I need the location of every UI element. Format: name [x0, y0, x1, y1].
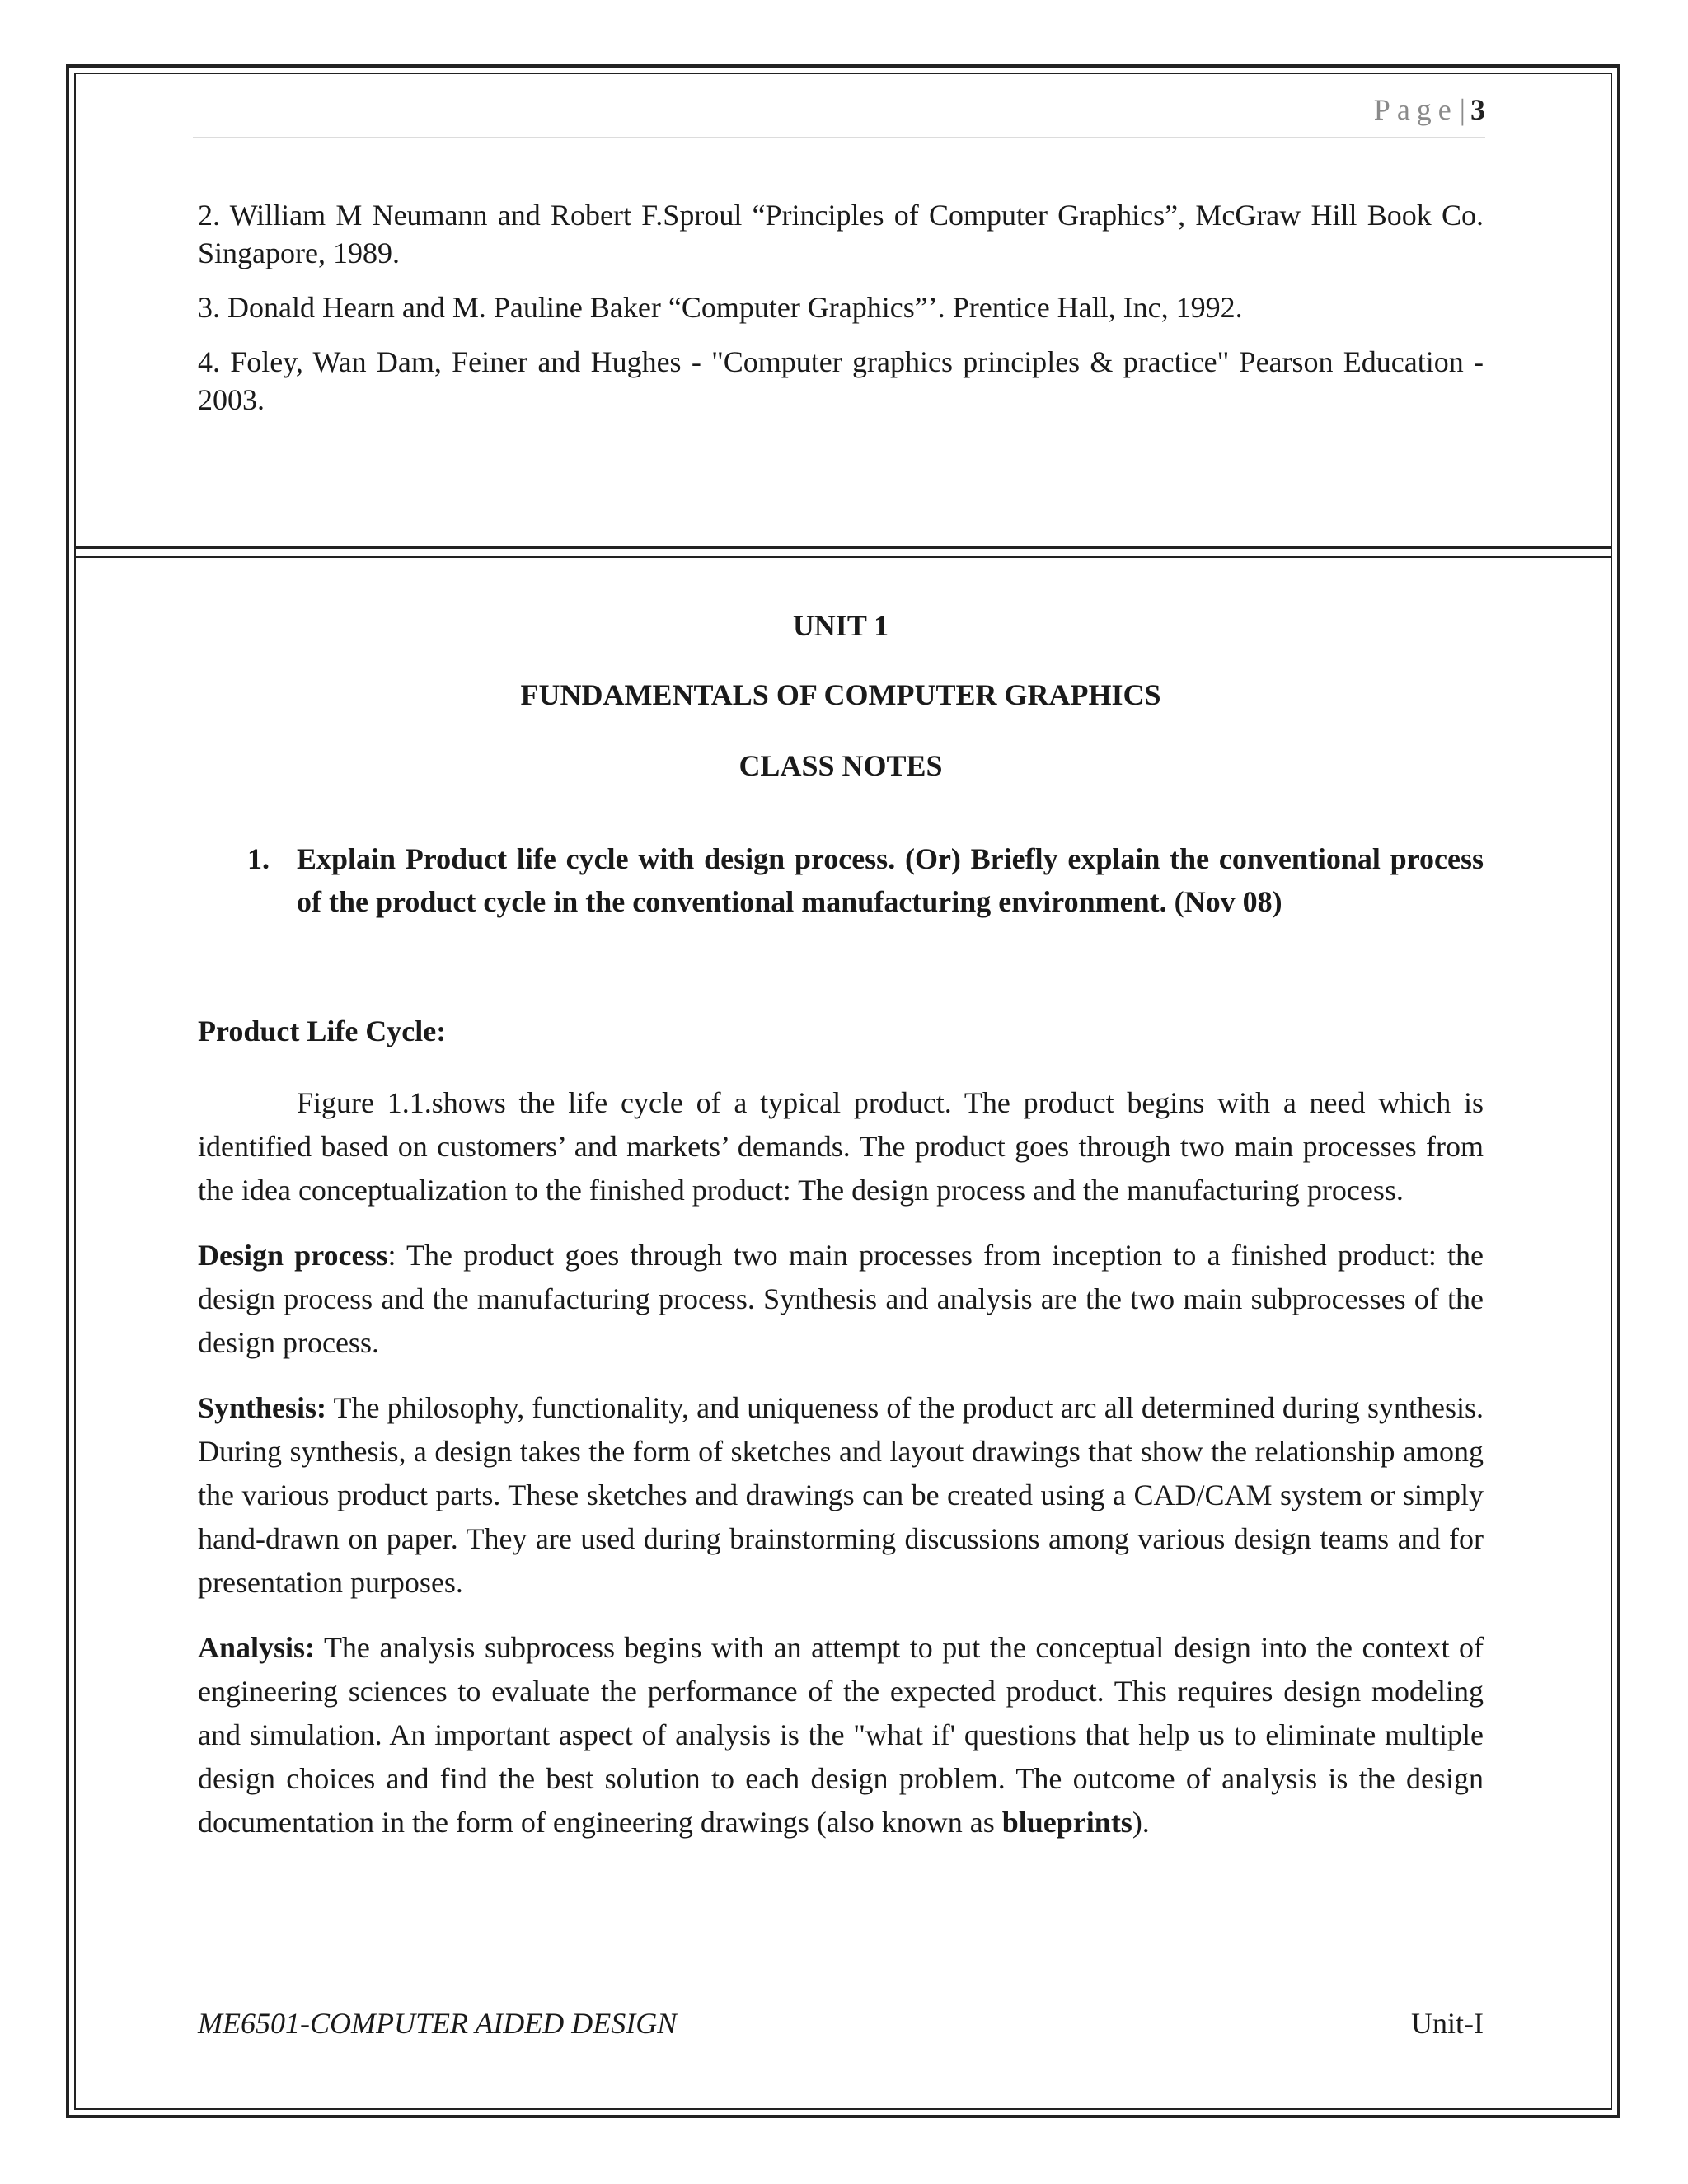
unit-title: UNIT 1 — [792, 609, 889, 642]
subject-title: FUNDAMENTALS OF COMPUTER GRAPHICS — [520, 678, 1161, 711]
term-bold: blueprints — [1001, 1806, 1132, 1839]
reference-list — [198, 196, 1484, 419]
page-separator: | — [1459, 93, 1465, 126]
question-item — [247, 837, 1484, 923]
page-number: 3 — [1470, 93, 1485, 126]
body-text — [198, 1081, 1484, 1844]
paragraph-design — [198, 1234, 1484, 1365]
reference-item: 2. William M Neumann and Robert F.Sproul “Principles of Computer Graphics”, McGraw Hill Book Co. Singapore, 1989. — [198, 199, 1484, 269]
paragraph-text: : The product goes through two main processes from inception to a finished product: the design process and the manufacturing process. Synthesis and analysis are the two main subprocesses of the design process. — [198, 1239, 1484, 1359]
paragraph-plc — [198, 1081, 1484, 1212]
page-header — [193, 92, 1485, 138]
paragraph-synthesis — [198, 1386, 1484, 1605]
paragraph-end: ). — [1132, 1806, 1150, 1839]
paragraph-text: The philosophy, functionality, and uniqueness of the product arc all determined during synthesis. During synthesis, a design takes the form of sketches and layout drawings that show the relationship among the various product parts. These sketches and drawings can be created using a CAD/CAM system or simply hand-drawn on paper. They are used during brainstorming discussions among various design teams and for presentation purposes. — [198, 1391, 1484, 1599]
footer-unit: Unit-I — [1411, 2007, 1484, 2040]
paragraph-text: The analysis subprocess begins with an attempt to put the conceptual design into the context of engineering sciences to evaluate the performance of the expected product. This requires design modeling and simulation. An important aspect of analysis is the "what if' questions that help us to eliminate multiple design choices and find the best solution to each design problem. The outcome of analysis is the design documentation in the form of engineering drawings (also known as — [198, 1631, 1484, 1839]
term-label: Analysis: — [198, 1631, 316, 1664]
reference-item: 3. Donald Hearn and M. Pauline Baker “Computer Graphics”’. Prentice Hall, Inc, 1992. — [198, 291, 1243, 324]
page-label: Page — [1373, 93, 1458, 126]
section-divider-thin — [74, 556, 1612, 558]
term-label: Design process — [198, 1239, 388, 1272]
section-divider — [74, 546, 1612, 549]
class-notes-title: CLASS NOTES — [738, 749, 943, 782]
paragraph-text: Figure 1.1.shows the life cycle of a typical product. The product begins with a need which is identified based on customers’ and markets’ demands. The product goes through two main processes from the idea conceptualization to the finished product: The design process and the manufacturing process. — [198, 1086, 1484, 1207]
section-plc — [198, 1014, 1484, 1048]
section-heading: Product Life Cycle: — [198, 1015, 447, 1047]
footer-course: ME6501-COMPUTER AIDED DESIGN — [198, 2007, 678, 2040]
question-text: Explain Product life cycle with design process. (Or) Briefly explain the conventional process of the product cycle in the conventional manufacturing environment. (Nov 08) — [297, 842, 1484, 918]
reference-item: 4. Foley, Wan Dam, Feiner and Hughes - "Computer graphics principles & practice" Pearson Education - 2003. — [198, 345, 1484, 416]
paragraph-analysis — [198, 1626, 1484, 1844]
term-label: Synthesis: — [198, 1391, 327, 1424]
question-number: 1. — [247, 842, 270, 875]
